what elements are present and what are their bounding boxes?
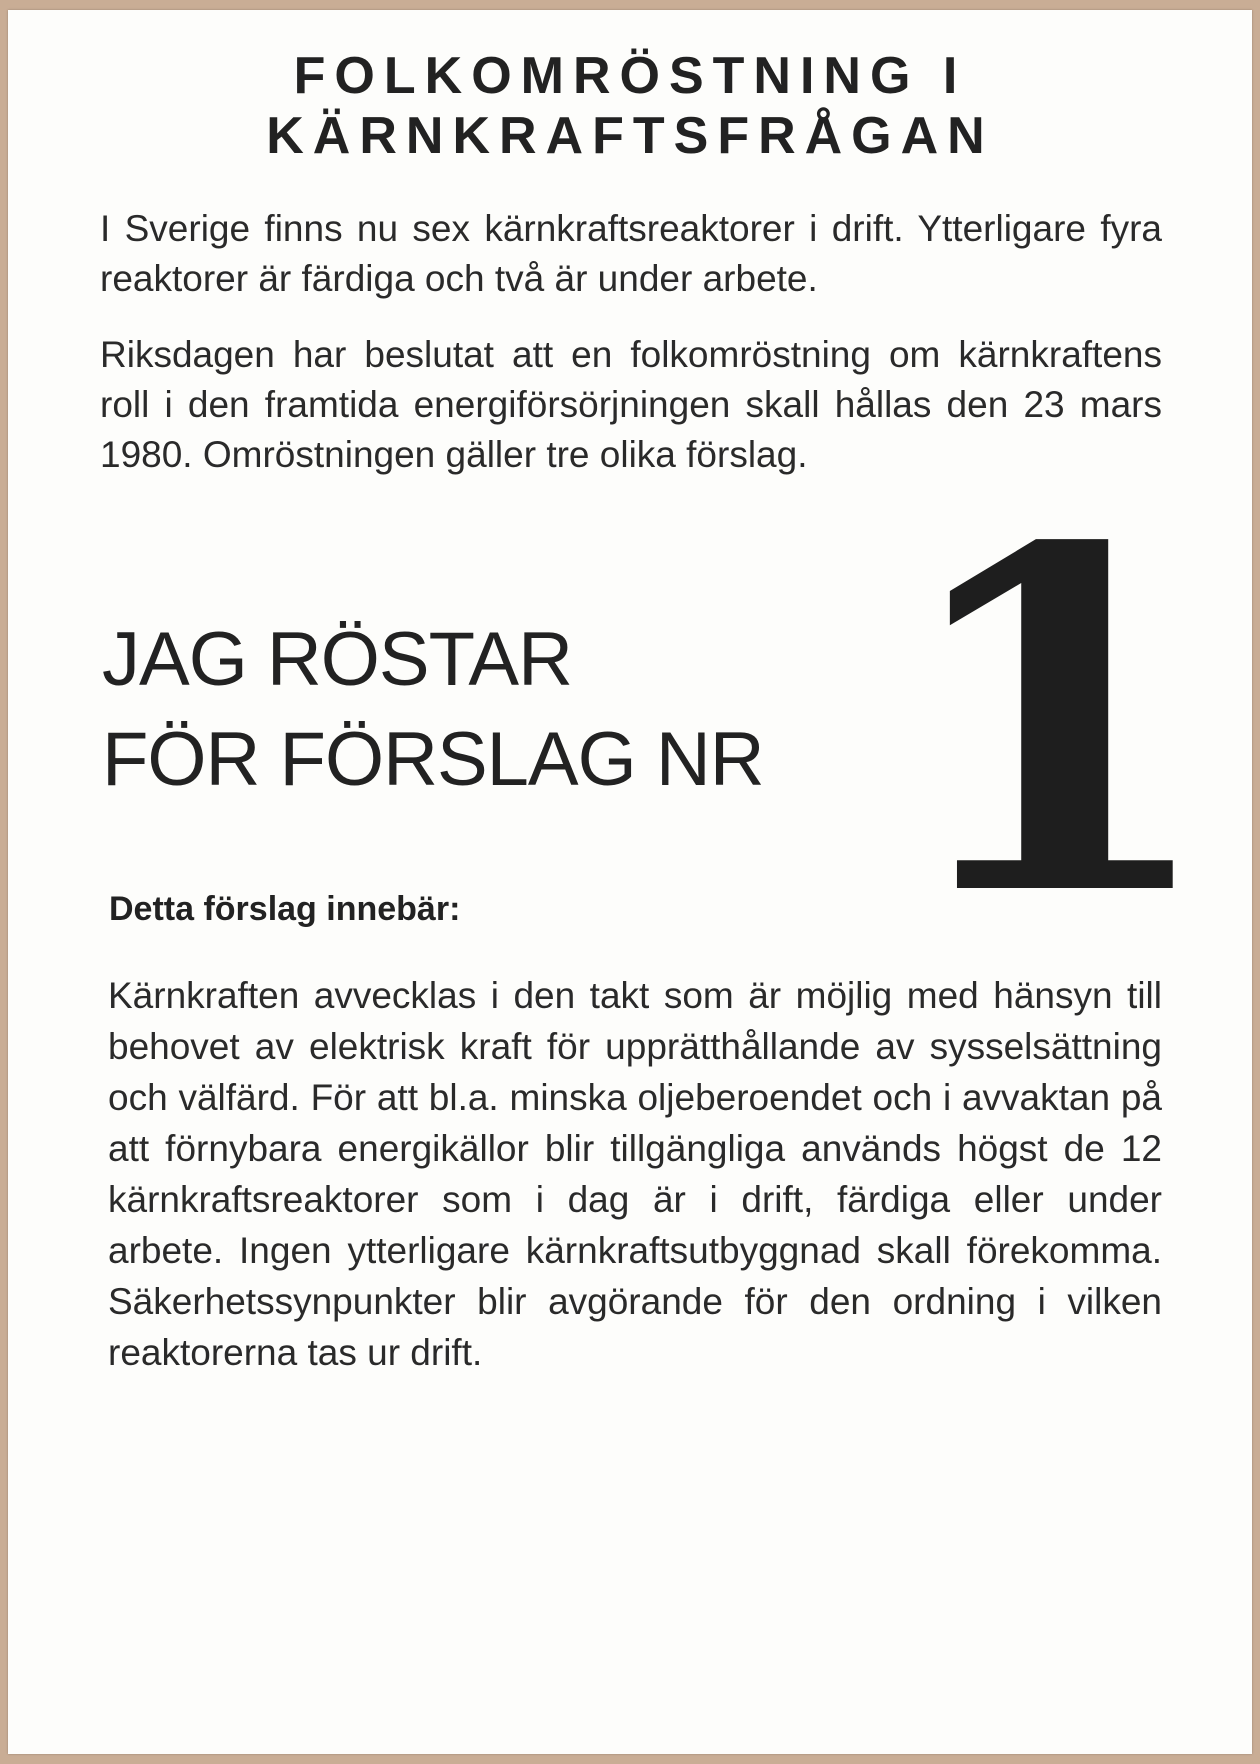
vote-line-1: JAG RÖSTAR: [102, 617, 572, 702]
proposal-number-text: 1: [892, 447, 1220, 999]
proposal-number-glyph: [892, 447, 1220, 999]
intro-paragraph-1: I Sverige finns nu sex kärnkraftsreaktorer i drift. Ytterligare fyra reaktorer är färdiga och två är under arbete.: [100, 208, 1162, 299]
proposal-description: Kärnkraften avvecklas i den takt som är möjlig med hänsyn till behovet av elektrisk kraft för upprätthållande av sysselsättning och välfärd. För att bl.a. minska oljeberoendet och i avvaktan på att förnybara energikällor blir tillgängliga används högst de 12 kärnkraftsreaktorer som i dag är i drift, färdiga eller under arbete. Ingen ytterligare kärnkraftsutbyggnad skall förekomma. Säkerhetssynpunkter blir avgörande för den ordning i vilken reaktorerna tas ur drift.: [108, 975, 1162, 1373]
vote-statement: [102, 610, 764, 810]
proposal-number: [892, 447, 1220, 999]
ballot-heading: [8, 46, 1252, 166]
intro-paragraph-2: Riksdagen har beslutat att en folkomröstning om kärnkraftens roll i den framtida energiförsörjningen skall hållas den 23 mars 1980. Omröstningen gäller tre olika förslag.: [100, 334, 1162, 475]
heading-line-1: FOLKOMRÖSTNING I: [293, 47, 967, 105]
heading-line-2: KÄRNKRAFTSFRÅGAN: [266, 107, 994, 165]
proposal-subheading: Detta förslag innebär:: [109, 890, 461, 928]
vote-line-2: FÖR FÖRSLAG NR: [102, 717, 764, 802]
ballot-card: [8, 10, 1252, 1754]
